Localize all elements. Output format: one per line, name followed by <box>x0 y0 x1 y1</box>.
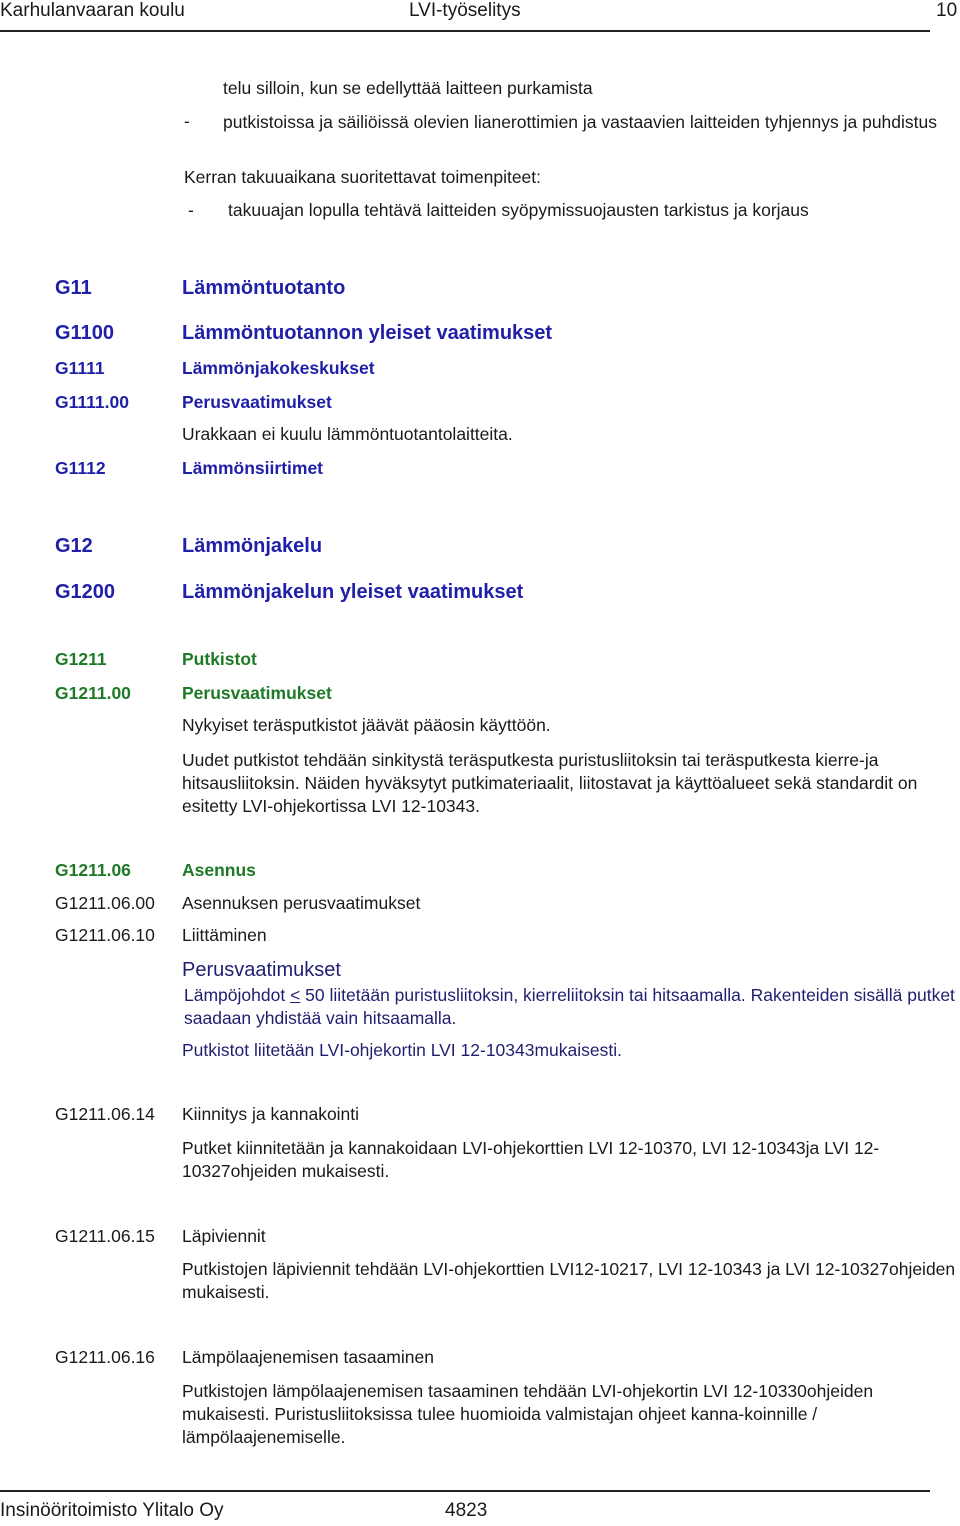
section-code: G1211.06 <box>55 860 131 880</box>
section-title: Lämmönsiirtimet <box>182 458 323 478</box>
section-title: Asennus <box>182 860 256 880</box>
intro-line: telu silloin, kun se edellyttää laitteen purkamista <box>223 78 593 98</box>
section-title: Lämpölaajenemisen tasaaminen <box>182 1347 434 1367</box>
header-school: Karhulanvaaran koulu <box>0 0 185 21</box>
section-title: Lämmönjakelun yleiset vaatimukset <box>182 581 524 603</box>
paragraph-text-end: 50 liitetään puristusliitoksin, kierreliitoksin tai hitsaamalla. Rakenteiden sisällä putket saadaan yhdistää vain hitsaamalla. <box>184 985 955 1028</box>
section-code: G1100 <box>55 322 114 344</box>
footer-number: 4823 <box>445 1500 488 1521</box>
section-code: G1211 <box>55 649 107 669</box>
section-title: Asennuksen perusvaatimukset <box>182 893 421 913</box>
section-title: Läpiviennit <box>182 1226 266 1246</box>
section-title: Lämmöntuotannon yleiset vaatimukset <box>182 322 553 344</box>
section-code: G1111.00 <box>55 392 129 412</box>
section-code: G1211.06.16 <box>55 1347 155 1367</box>
section-code: G1112 <box>55 458 106 478</box>
section-title: Perusvaatimukset <box>182 683 332 703</box>
section-code: G1111 <box>55 358 105 378</box>
section-text: Nykyiset teräsputkistot jäävät pääosin käyttöön. <box>182 715 551 735</box>
section-paragraph: Putkistojen läpiviennit tehdään LVI-ohjekorttien LVI12-10217, LVI 12-10343 ja LVI 12-10327ohjeiden mukaisesti. <box>182 1259 956 1302</box>
header-page-number: 10 <box>936 0 958 21</box>
list-dash: - <box>184 111 190 131</box>
section-code: G1211.00 <box>55 683 131 703</box>
list-dash: - <box>188 200 194 220</box>
section-paragraph: Uudet putkistot tehdään sinkitystä teräsputkesta puristusliitoksin tai teräsputkesta kierre-ja hitsausliitoksin. Näiden hyväksytyt putkimateriaalit, liitostavat ja käyttöalueet sekä standardit on esitetty LVI-ohjekortissa LVI 12-10343. <box>182 750 918 816</box>
section-paragraph: Putket kiinnitetään ja kannakoidaan LVI-ohjekorttien LVI 12-10370, LVI 12-10343ja LVI 12-10327ohjeiden mukaisesti. <box>182 1138 880 1181</box>
section-title: Lämmöntuotanto <box>182 277 346 299</box>
section-code: G1211.06.00 <box>55 893 155 913</box>
section-paragraph: Putkistojen lämpölaajenemisen tasaaminen tehdään LVI-ohjekortin LVI 12-10330ohjeiden mukaisesti. Puristusliitoksissa tulee huomioida valmistajan ohjeet kanna-koinnille / lämpölaajenemiselle. <box>182 1381 874 1447</box>
section-title: Lämmönjakokeskukset <box>182 358 375 378</box>
section-title: Lämmönjakelu <box>182 535 323 557</box>
section-subtitle: Perusvaatimukset <box>182 959 341 981</box>
section-paragraph <box>184 984 959 1030</box>
header-document-title: LVI-työselitys <box>409 0 521 21</box>
section-code: G1211.06.15 <box>55 1226 155 1246</box>
section-title: Perusvaatimukset <box>182 392 332 412</box>
section-title: Liittäminen <box>182 925 267 945</box>
section-text: Urakkaan ei kuulu lämmöntuotantolaitteita. <box>182 424 513 444</box>
intro-subheading: Kerran takuuaikana suoritettavat toimenpiteet: <box>184 167 542 187</box>
intro-list-item: putkistoissa ja säiliöissä olevien lianerottimien ja vastaavien laitteiden tyhjennys ja puhdistus <box>223 112 938 132</box>
less-or-equal-symbol: < <box>290 985 301 1005</box>
section-text: Putkistot liitetään LVI-ohjekortin LVI 12-10343mukaisesti. <box>182 1040 623 1060</box>
section-code: G12 <box>55 535 93 557</box>
section-title: Putkistot <box>182 649 257 669</box>
footer-rule <box>0 1490 930 1492</box>
paragraph-text-start: Lämpöjohdot <box>184 985 291 1005</box>
section-code: G1211.06.14 <box>55 1104 155 1124</box>
section-title: Kiinnitys ja kannakointi <box>182 1104 360 1124</box>
section-code: G1200 <box>55 581 116 603</box>
footer-company: Insinööritoimisto Ylitalo Oy <box>0 1500 224 1521</box>
section-code: G11 <box>55 277 92 299</box>
section-code: G1211.06.10 <box>55 925 155 945</box>
header-rule <box>0 30 930 32</box>
intro-list-item: takuuajan lopulla tehtävä laitteiden syöpymissuojausten tarkistus ja korjaus <box>228 200 809 220</box>
